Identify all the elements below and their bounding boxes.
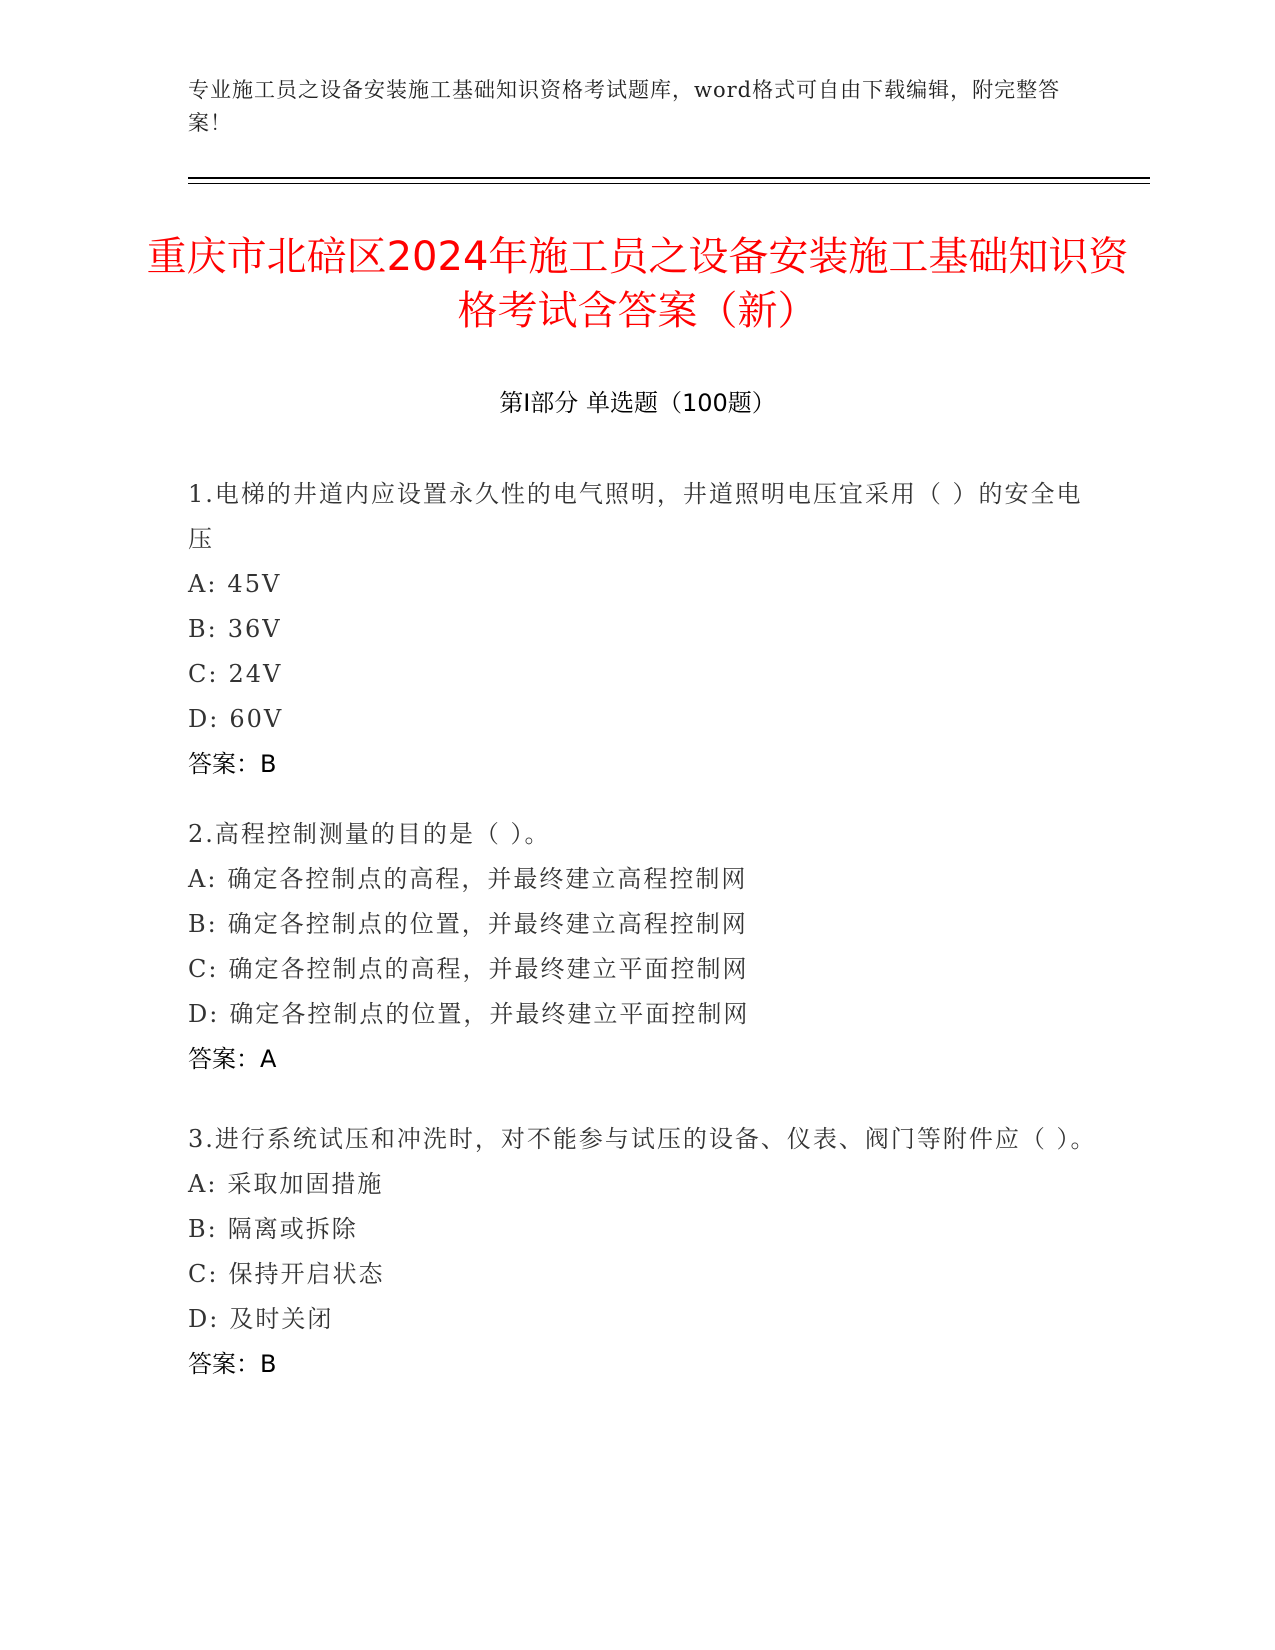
option-letter: D: [188, 1305, 220, 1333]
option-text: 60V [229, 705, 284, 733]
option-b [188, 902, 1108, 947]
option-text: 隔离或拆除 [227, 1215, 358, 1243]
option-b [188, 1207, 1108, 1252]
option-letter: C: [188, 955, 219, 983]
option-c [188, 652, 1108, 697]
option-text: 24V [228, 660, 283, 688]
option-text: 确定各控制点的位置，并最终建立平面控制网 [229, 1000, 750, 1028]
section-heading: 第Ⅰ部分 单选题（100题） [499, 389, 776, 417]
option-letter: D: [188, 705, 220, 733]
option-text: 36V [227, 615, 282, 643]
option-d [188, 1297, 1108, 1342]
option-letter: B: [188, 615, 218, 643]
question-2 [188, 812, 1108, 1082]
option-letter: C: [188, 660, 219, 688]
answer-line: 答案：A [188, 1045, 277, 1073]
option-letter: C: [188, 1260, 219, 1288]
option-d [188, 992, 1108, 1037]
question-1 [188, 472, 1108, 787]
option-text: 及时关闭 [229, 1305, 334, 1333]
option-letter: A: [188, 1170, 218, 1198]
header-divider-thin [188, 183, 1150, 184]
option-text: 采取加固措施 [227, 1170, 384, 1198]
question-stem: 2.高程控制测量的目的是（ ）。 [188, 820, 551, 848]
question-3 [188, 1117, 1108, 1387]
option-text: 确定各控制点的位置，并最终建立高程控制网 [227, 910, 748, 938]
header-note: 专业施工员之设备安装施工基础知识资格考试题库，word格式可自由下载编辑，附完整答案！ [188, 78, 1061, 135]
option-text: 45V [227, 570, 282, 598]
answer-line: 答案：B [188, 1350, 277, 1378]
option-letter: B: [188, 910, 218, 938]
option-a [188, 1162, 1108, 1207]
option-a [188, 562, 1108, 607]
option-c [188, 1252, 1108, 1297]
answer-line: 答案：B [188, 750, 277, 778]
option-text: 保持开启状态 [228, 1260, 385, 1288]
header-divider-thick [188, 177, 1150, 179]
question-stem: 3.进行系统试压和冲洗时，对不能参与试压的设备、仪表、阀门等附件应（ ）。 [188, 1125, 1097, 1153]
option-d [188, 697, 1108, 742]
option-a [188, 857, 1108, 902]
option-letter: D: [188, 1000, 220, 1028]
option-text: 确定各控制点的高程，并最终建立高程控制网 [227, 865, 748, 893]
option-c [188, 947, 1108, 992]
option-letter: A: [188, 865, 218, 893]
option-text: 确定各控制点的高程，并最终建立平面控制网 [228, 955, 749, 983]
question-stem: 1.电梯的井道内应设置永久性的电气照明，井道照明电压宜采用（ ）的安全电压 [188, 480, 1083, 553]
option-letter: A: [188, 570, 218, 598]
option-b [188, 607, 1108, 652]
option-letter: B: [188, 1215, 218, 1243]
document-title: 重庆市北碚区2024年施工员之设备安装施工基础知识资格考试含答案（新） [146, 234, 1129, 334]
